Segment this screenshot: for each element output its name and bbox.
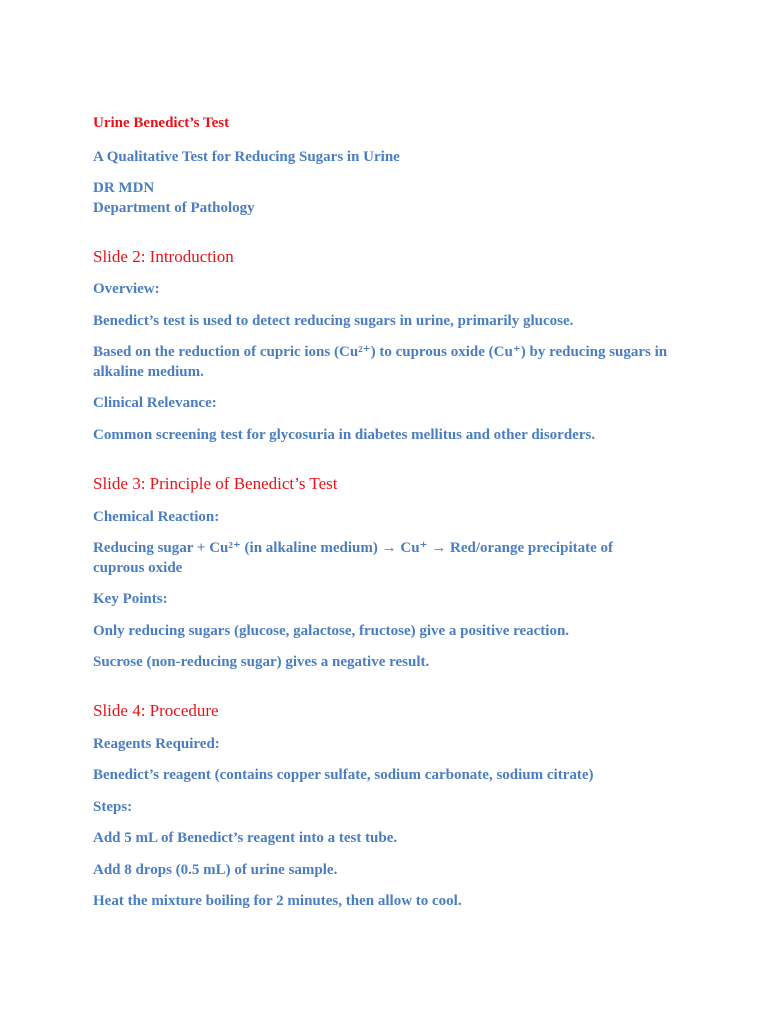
chemical-reaction-label: Chemical Reaction: bbox=[93, 509, 220, 525]
slide-2-heading: Slide 2: Introduction bbox=[93, 247, 234, 266]
chemical-reaction-paragraph: Reducing sugar + Cu²⁺ (in alkaline medium) → Cu⁺ → Red/orange precipitate of cuprous oxide bbox=[93, 540, 614, 576]
reagents-label: Reagents Required: bbox=[93, 736, 220, 752]
steps-label: Steps: bbox=[93, 799, 133, 815]
key-point-2: Sucrose (non-reducing sugar) gives a negative result. bbox=[93, 654, 430, 670]
author-name: DR MDN bbox=[93, 180, 155, 196]
department-name: Department of Pathology bbox=[93, 200, 255, 216]
overview-paragraph-1: Benedict’s test is used to detect reducing sugars in urine, primarily glucose. bbox=[93, 313, 574, 329]
clinical-relevance-paragraph: Common screening test for glycosuria in diabetes mellitus and other disorders. bbox=[93, 427, 596, 443]
step-3: Heat the mixture boiling for 2 minutes, then allow to cool. bbox=[93, 893, 462, 909]
step-2: Add 8 drops (0.5 mL) of urine sample. bbox=[93, 862, 338, 878]
reagent-paragraph: Benedict’s reagent (contains copper sulfate, sodium carbonate, sodium citrate) bbox=[93, 767, 594, 783]
key-points-label: Key Points: bbox=[93, 591, 168, 607]
document-subtitle: A Qualitative Test for Reducing Sugars in Urine bbox=[93, 149, 400, 165]
slide-3-heading: Slide 3: Principle of Benedict’s Test bbox=[93, 474, 338, 493]
step-1: Add 5 mL of Benedict’s reagent into a test tube. bbox=[93, 830, 398, 846]
clinical-relevance-label: Clinical Relevance: bbox=[93, 395, 217, 411]
overview-label: Overview: bbox=[93, 281, 160, 297]
key-point-1: Only reducing sugars (glucose, galactose, fructose) give a positive reaction. bbox=[93, 623, 570, 639]
slide-4-heading: Slide 4: Procedure bbox=[93, 701, 219, 720]
overview-paragraph-2: Based on the reduction of cupric ions (Cu²⁺) to cuprous oxide (Cu⁺) by reducing sugars in alkaline medium. bbox=[93, 344, 668, 380]
document-title: Urine Benedict’s Test bbox=[93, 115, 230, 131]
